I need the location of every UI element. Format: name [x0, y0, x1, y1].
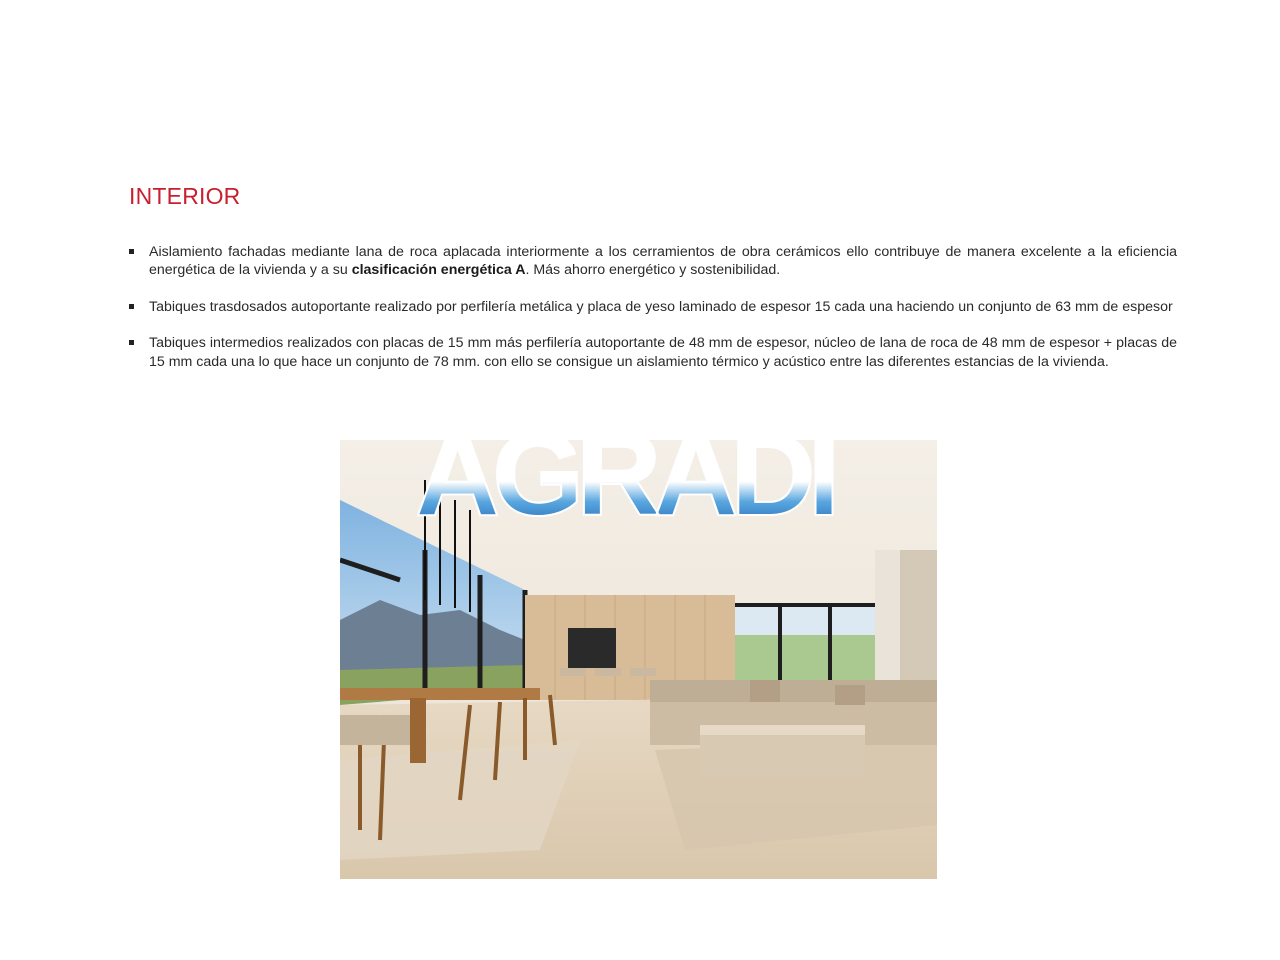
list-item [129, 334, 1177, 371]
bullet-icon [129, 340, 134, 345]
interior-living-room-photo [340, 440, 937, 879]
bullet-text-end: . Más ahorro energético y sostenibilidad. [525, 262, 781, 279]
list-item [129, 243, 1177, 280]
list-item [129, 298, 1177, 316]
bullet-icon [129, 249, 134, 254]
section-title: INTERIOR [129, 183, 241, 209]
bullet-bold-text: clasificación energética A [351, 262, 526, 279]
watermark-sub-text: INQUES [757, 385, 848, 410]
watermark-brand-text: AGRADI [415, 415, 833, 525]
bullet-icon [129, 304, 134, 309]
bullet-list [129, 243, 1177, 389]
bullet-text: Aislamiento fachadas mediante lana de roca aplacada interiormente a los cerramientos de obra cerámicos ello contribuye de manera excelente a la eficiencia energética de la vivienda y a su [149, 244, 1177, 279]
bullet-text: Tabiques trasdosados autoportante realizado por perfilería metálica y placa de yeso laminado de espesor 15 cada una haciendo un conjunto de 63 mm de espesor [149, 298, 1173, 315]
bullet-text: Tabiques intermedios realizados con placas de 15 mm más perfilería autoportante de 48 mm de espesor, núcleo de lana de roca de 48 mm de espesor + placas de 15 mm cada una lo que hace un conjunto de 78 mm. con ello se consigue un aislamiento térmico y acústico entre las diferentes estancias de la vivienda. [149, 335, 1177, 370]
